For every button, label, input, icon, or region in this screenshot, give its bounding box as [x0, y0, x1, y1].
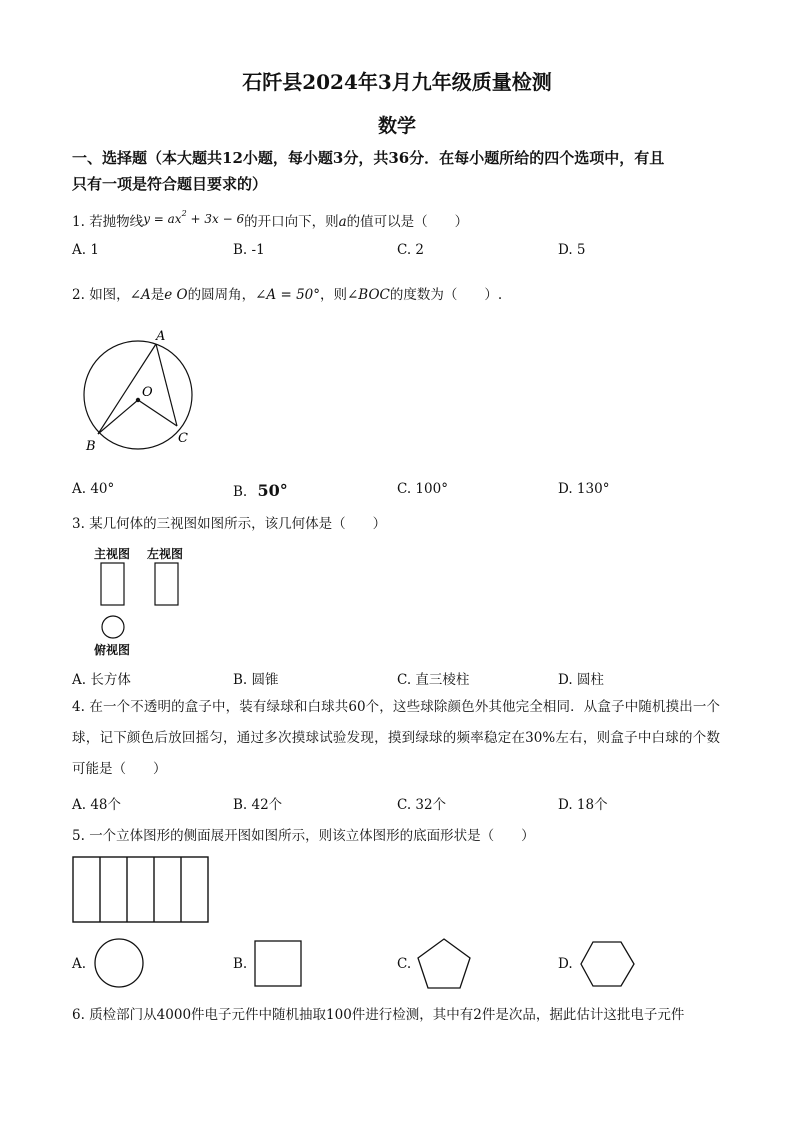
q5-option-d-shape[interactable]	[579, 940, 637, 988]
question-2	[72, 283, 502, 303]
question-text: 的圆周角，	[187, 287, 256, 303]
q1-option-a[interactable]: A. 1	[72, 242, 99, 258]
lateral-surface-figure	[72, 856, 210, 924]
section-heading-line2: 只有一项是符合题目要求的）	[72, 175, 268, 193]
question-text: ，则	[320, 287, 347, 303]
q5-option-b-label[interactable]: B.	[233, 956, 248, 972]
q5-option-b-shape[interactable]	[254, 940, 304, 988]
option-value: 50°	[257, 481, 288, 500]
question-text: 如图，	[89, 287, 130, 303]
top-view-circle	[102, 616, 124, 638]
q4-option-b[interactable]: B. 42个	[233, 797, 283, 813]
label-b: B	[86, 439, 96, 454]
subject-title: 数学	[377, 115, 416, 137]
front-view-rect	[101, 563, 124, 605]
q4-option-c[interactable]: C. 32个	[397, 797, 447, 813]
q5-option-a-shape[interactable]	[92, 938, 148, 990]
circle-figure	[76, 322, 206, 462]
angle-a: ∠A	[129, 287, 151, 303]
question-number: 2.	[72, 287, 85, 303]
q1-option-d[interactable]: D. 5	[558, 242, 586, 258]
pentagon-shape	[418, 939, 470, 988]
q2-option-a[interactable]: A. 40°	[72, 481, 115, 497]
question-text: 某几何体的三视图如图所示，该几何体是（ ）	[89, 516, 387, 532]
center-point	[136, 398, 140, 402]
front-view-label: 主视图	[94, 547, 131, 561]
q2-option-c[interactable]: C. 100°	[397, 481, 448, 497]
question-number: 3.	[72, 516, 85, 532]
question-text: 的开口向下，则	[244, 214, 339, 230]
question-text: 在一个不透明的盒子中，装有绿球和白球共60个，这些球除颜色外其他完全相同．从盒子中随机摸出一个球，记下颜色后放回摇匀，通过多次摸球试验发现，摸到绿球的频率稳定在30%左右，则盒子中白球的个数可能是（ ）	[72, 699, 720, 777]
q5-option-d-label[interactable]: D.	[558, 956, 573, 972]
q4-option-a[interactable]: A. 48个	[72, 797, 122, 813]
target-angle: ∠BOC	[347, 287, 390, 303]
q1-option-c[interactable]: C. 2	[397, 242, 425, 258]
question-1	[72, 209, 468, 230]
q1-option-b[interactable]: B. -1	[233, 242, 265, 258]
question-number: 1.	[72, 214, 85, 230]
label-o: O	[142, 385, 153, 400]
question-number: 6.	[72, 1007, 85, 1023]
question-4	[72, 692, 720, 785]
formula-exponent: 2	[181, 209, 187, 218]
question-text: 是	[150, 287, 165, 303]
three-views-figure	[100, 562, 182, 642]
variable: a	[338, 214, 347, 230]
question-6	[72, 1003, 684, 1023]
question-text: 一个立体图形的侧面展开图如图所示，则该立体图形的底面形状是（ ）	[89, 828, 535, 844]
question-text: 质检部门从4000件电子元件中随机抽取100件进行检测，其中有2件是次品，据此估计这批电子元件	[89, 1007, 685, 1023]
q3-option-c[interactable]: C. 直三棱柱	[397, 672, 470, 688]
q2-option-b[interactable]	[233, 481, 288, 500]
question-text: 若抛物线	[89, 214, 144, 230]
formula-rhs: + 3x − 6	[186, 212, 245, 226]
hexagon-shape	[581, 942, 634, 986]
q3-option-b[interactable]: B. 圆锥	[233, 672, 279, 688]
question-3	[72, 512, 386, 532]
formula	[143, 209, 245, 226]
section-heading	[72, 145, 722, 197]
page-title: 石阡县2024年3月九年级质量检测	[242, 70, 552, 94]
net-outline	[73, 857, 208, 922]
circle-shape	[95, 939, 143, 987]
formula-lhs: y = ax	[143, 212, 182, 226]
question-text: 的值可以是（ ）	[346, 214, 469, 230]
q3-option-a[interactable]: A. 长方体	[72, 672, 131, 688]
section-heading-line1: 一、选择题（本大题共12小题，每小题3分，共36分．在每小题所给的四个选项中，有且	[72, 149, 665, 167]
given-angle: ∠A = 50°	[255, 287, 320, 303]
left-view-label: 左视图	[147, 547, 184, 561]
q5-option-c-label[interactable]: C.	[397, 956, 412, 972]
q4-option-d[interactable]: D. 18个	[558, 797, 608, 813]
square-shape	[255, 941, 301, 986]
label-c: C	[178, 431, 188, 446]
top-view-label: 俯视图	[94, 643, 131, 657]
radius-ob	[98, 400, 138, 434]
q5-option-c-shape[interactable]	[416, 937, 474, 991]
question-number: 5.	[72, 828, 85, 844]
left-view-rect	[155, 563, 178, 605]
q2-option-d[interactable]: D. 130°	[558, 481, 610, 497]
question-number: 4.	[72, 699, 85, 715]
q5-option-a-label[interactable]: A.	[72, 956, 87, 972]
label-a: A	[156, 329, 166, 344]
q3-option-d[interactable]: D. 圆柱	[558, 672, 604, 688]
circle-o: e O	[164, 287, 188, 303]
question-5	[72, 824, 535, 844]
question-text: 的度数为（ ）.	[389, 287, 503, 303]
option-letter: B.	[233, 484, 248, 500]
